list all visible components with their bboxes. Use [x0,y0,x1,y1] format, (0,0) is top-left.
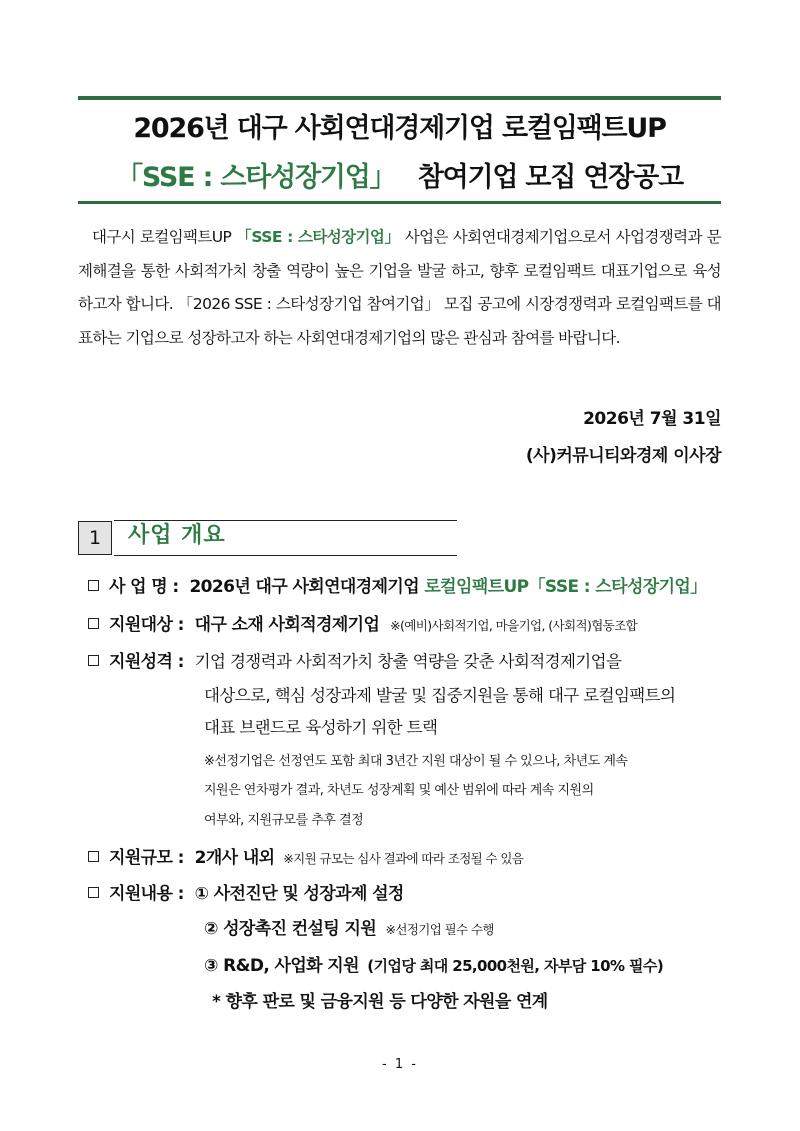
item-support-nature: 지원성격 : 기업 경쟁력과 사회적가치 창출 역량을 갖춘 사회적경제기업을 [88,647,621,672]
program-name-highlight: 「SSE : 스타성장기업」 [116,162,396,193]
intro-paragraph: 대구시 로컬임팩트UP 「SSE : 스타성장기업」 사업은 사회연대경제기업으로서 사업경쟁력과 문제해결을 통한 사회적가치 창출 역량이 높은 기업을 발굴 하고, 향후 로컬임팩트 대표기업으로 육성하고자 합니다. 「2026 SSE : 스타성장기업 참여기업」 모집 공고에 시장경쟁력과 로컬임팩트를 대표하는 기업으로 성장하고자 하는 사회연대경제기업의 많은 관심과 참여를 바랍니다. [78,228,721,347]
checkbox-icon [88,580,99,591]
nature-line3: 대표 브랜드로 육성하기 위한 트랙 [204,718,438,737]
nature-note-line2: 지원은 연차평가 결과, 차년도 성장계획 및 예산 범위에 따라 계속 지원의 [204,783,594,798]
intro-program-highlight: 「SSE : 스타성장기업」 [236,228,401,246]
checkbox-icon [88,655,99,666]
header-bottom-rule [78,201,721,204]
nature-line2: 대상으로, 핵심 성장과제 발굴 및 집중지원을 통해 대구 로컬임팩트의 [204,686,676,705]
nature-note-line1: ※선정기업은 선정연도 포함 최대 3년간 지원 대상이 될 수 있으나, 차년도 계속 [204,754,628,769]
document-title-line2: 「SSE : 스타성장기업」 참여기업 모집 연장공고 [116,162,683,193]
item-support-target: 지원대상 : 대구 소재 사회적경제기업 ※(예비)사회적기업, 마을기업, (사회적)협동조합 [88,610,637,635]
content-item2: ② 성장촉진 컨설팅 지원 ※선정기업 필수 수행 [204,919,494,939]
document-title-line1: 2026년 대구 사회연대경제기업 로컬임팩트UP [133,113,666,144]
checkbox-icon [88,851,99,862]
header-top-rule [78,96,721,100]
item-support-scale: 지원규모 : 2개사 내외 ※지원 규모는 심사 결과에 따라 조정될 수 있음 [88,843,523,868]
page-number: - 1 - [382,1057,418,1072]
content-extra: * 향후 판로 및 금융지원 등 다양한 자원을 연계 [212,992,548,1012]
section-number-box: 1 [78,521,112,555]
item-project-name: 사 업 명 : 2026년 대구 사회연대경제기업 로컬임팩트UP「SSE : 스타성장기업」 [88,572,707,597]
content-item3: ③ R&D, 사업화 지원 (기업당 최대 25,000천원, 자부담 10% 필수) [204,956,664,976]
section-bottom-line [114,555,457,556]
section-title: 사업 개요 [128,523,226,548]
checkbox-icon [88,618,99,629]
checkbox-icon [88,887,99,898]
issuer-name: (사)커뮤니티와경제 이사장 [525,446,721,466]
nature-note-line3: 여부와, 지원규모를 추후 결정 [204,813,364,828]
item-support-content: 지원내용 : ① 사전진단 및 성장과제 설정 [88,879,404,904]
announcement-date: 2026년 7월 31일 [583,409,721,429]
